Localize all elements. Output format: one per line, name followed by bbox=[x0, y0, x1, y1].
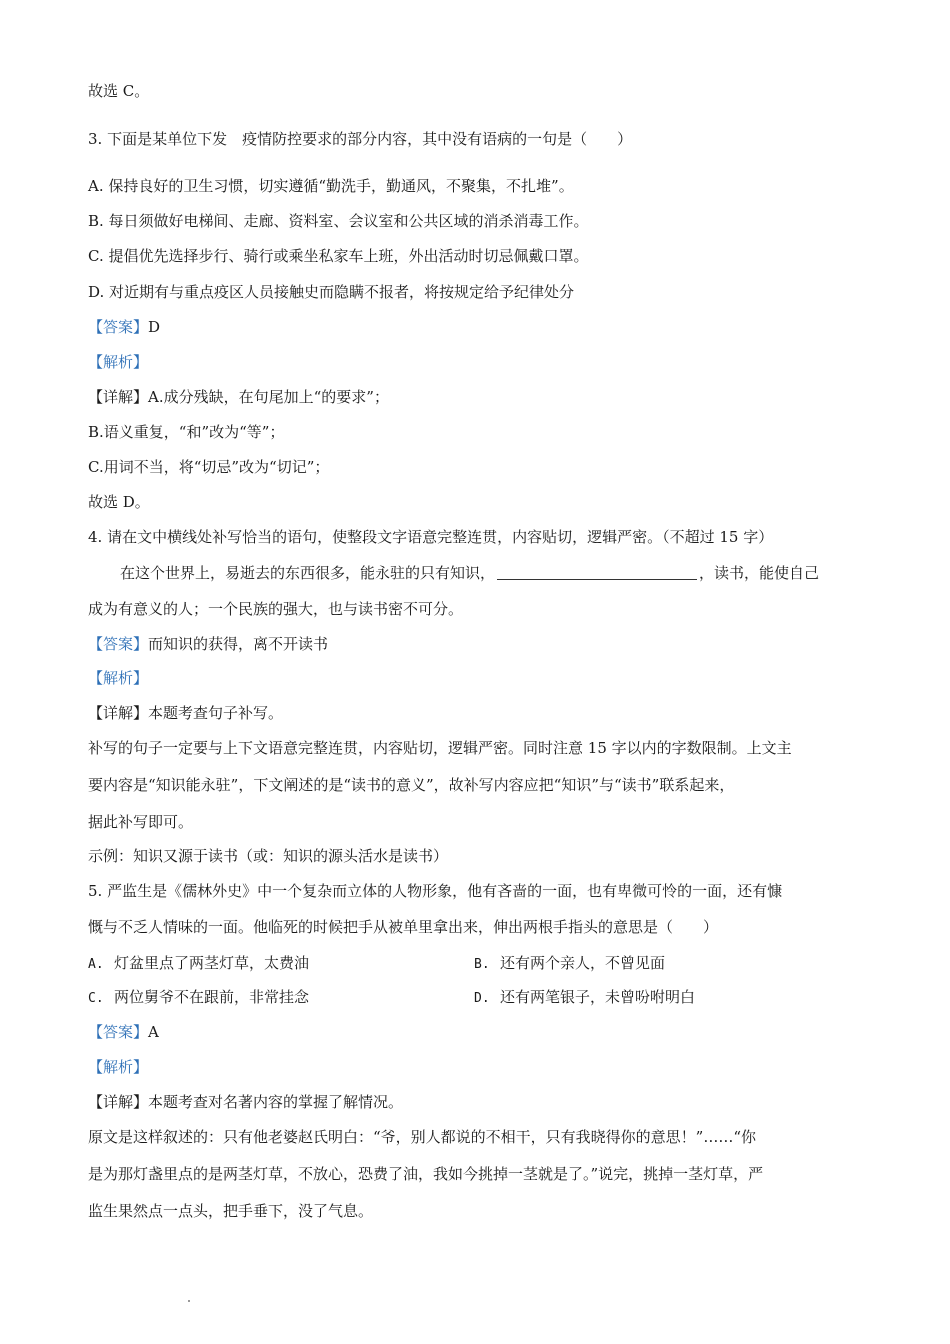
option-letter: D. bbox=[474, 991, 490, 1006]
q4-passage-before: 在这个世界上，易逝去的东西很多，能永驻的只有知识， bbox=[120, 564, 496, 582]
detail-text: 本题考查句子补写。 bbox=[148, 704, 284, 722]
q5-stem-line1: 5. 严监生是《儒林外史》中一个复杂而立体的人物形象，他有吝啬的一面，也有卑微可怜的一面，还有慷 bbox=[88, 882, 783, 900]
q3-option-a: A. 保持良好的卫生习惯，切实遵循“勤洗手，勤通风，不聚集，不扎堆”。 bbox=[88, 177, 574, 195]
option-text: 两位舅爷不在跟前，非常挂念 bbox=[114, 988, 310, 1006]
q5-stem-line2: 慨与不乏人情味的一面。他临死的时候把手从被单里拿出来，伸出两根手指头的意思是（ ） bbox=[88, 918, 719, 936]
answer-tag: 【答案】 bbox=[88, 635, 149, 653]
option-letter: C. bbox=[88, 991, 104, 1006]
fill-in-blank bbox=[497, 565, 697, 580]
q5-detail-2: 原文是这样叙述的：只有他老婆赵氏明白：“爷，别人都说的不相干，只有我晓得你的意思！”……“你 bbox=[88, 1128, 757, 1146]
option-letter: A. bbox=[88, 957, 104, 972]
detail-tag: 【详解】 bbox=[88, 388, 149, 406]
q3-option-c: C. 提倡优先选择步行、骑行或乘坐私家车上班，外出活动时切忌佩戴口罩。 bbox=[88, 247, 589, 265]
q4-passage-line1 bbox=[120, 563, 868, 583]
q4-detail-3: 要内容是“知识能永驻”，下文阐述的是“读书的意义”，故补写内容应把“知识”与“读书”联系起来， bbox=[88, 776, 735, 794]
q3-option-d: D. 对近期有与重点疫区人员接触史而隐瞒不报者，将按规定给予纪律处分 bbox=[88, 283, 575, 301]
q4-passage-line2: 成为有意义的人；一个民族的强大，也与读书密不可分。 bbox=[88, 600, 464, 618]
q5-detail-3: 是为那灯盏里点的是两茎灯草，不放心，恐费了油，我如今挑掉一茎就是了。”说完，挑掉一茎灯草，严 bbox=[88, 1165, 764, 1183]
q4-answer bbox=[88, 634, 868, 654]
q3-detail-3: C.用词不当，将“切忌”改为“切记”； bbox=[88, 458, 330, 476]
q5-detail-1 bbox=[88, 1092, 868, 1112]
q5-option-d bbox=[474, 987, 864, 1007]
q5-option-b bbox=[474, 953, 864, 973]
q4-stem: 4. 请在文中横线处补写恰当的语句，使整段文字语意完整连贯，内容贴切，逻辑严密。（不超过 15 字） bbox=[88, 528, 774, 546]
q5-detail-4: 监生果然点一点头，把手垂下，没了气息。 bbox=[88, 1202, 374, 1220]
answer-value: A bbox=[148, 1023, 159, 1041]
q3-stem: 3. 下面是某单位下发 疫情防控要求的部分内容，其中没有语病的一句是（ ） bbox=[88, 130, 633, 148]
q3-option-b: B. 每日须做好电梯间、走廊、资料室、会议室和公共区域的消杀消毒工作。 bbox=[88, 212, 589, 230]
q3-analysis-tag: 【解析】 bbox=[88, 353, 149, 371]
option-text: 还有两笔银子，未曾吩咐明白 bbox=[500, 988, 696, 1006]
detail-tag: 【详解】 bbox=[88, 1093, 149, 1111]
detail-text: A.成分残缺，在句尾加上“的要求”； bbox=[148, 388, 389, 406]
option-text: 还有两个亲人，不曾见面 bbox=[500, 954, 666, 972]
q5-analysis-tag: 【解析】 bbox=[88, 1058, 149, 1076]
q5-option-c bbox=[88, 987, 468, 1007]
detail-text: 本题考查对名著内容的掌握了解情况。 bbox=[148, 1093, 404, 1111]
q5-option-a bbox=[88, 953, 468, 973]
q4-detail-4: 据此补写即可。 bbox=[88, 813, 194, 831]
answer-value: 而知识的获得，离不开读书 bbox=[148, 635, 329, 653]
q4-example: 示例：知识又源于读书（或：知识的源头活水是读书） bbox=[88, 847, 449, 865]
answer-tag: 【答案】 bbox=[88, 1023, 149, 1041]
detail-tag: 【详解】 bbox=[88, 704, 149, 722]
q4-analysis-tag: 【解析】 bbox=[88, 669, 149, 687]
answer-value: D bbox=[148, 318, 161, 336]
q3-answer bbox=[88, 317, 868, 337]
q4-passage-after: ，读书，能使自己 bbox=[699, 564, 820, 582]
q3-detail-1 bbox=[88, 387, 868, 407]
option-letter: B. bbox=[474, 957, 490, 972]
q5-answer bbox=[88, 1022, 868, 1042]
q3-detail-4: 故选 D。 bbox=[88, 493, 150, 511]
option-text: 灯盆里点了两茎灯草，太费油 bbox=[114, 954, 310, 972]
answer-tag: 【答案】 bbox=[88, 318, 149, 336]
q4-detail-1 bbox=[88, 703, 868, 723]
prev-conclusion: 故选 C。 bbox=[88, 82, 150, 100]
footer-mark bbox=[188, 1300, 190, 1302]
q3-detail-2: B.语义重复，“和”改为“等”； bbox=[88, 423, 285, 441]
q4-detail-2: 补写的句子一定要与上下文语意完整连贯，内容贴切，逻辑严密。同时注意 15 字以内的字数限制。上文主 bbox=[88, 739, 792, 757]
